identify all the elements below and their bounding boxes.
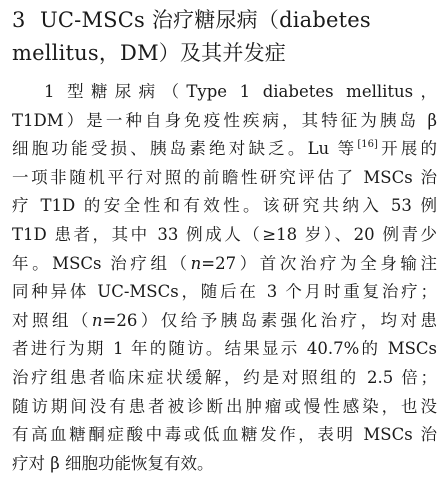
- text-line: 有高血糖酮症酸中毒或低血糖发作，表明 MSCs 治: [12, 425, 437, 445]
- heading-line-1: [12, 4, 437, 37]
- variable-n: n: [190, 253, 202, 273]
- section-heading: [12, 4, 437, 70]
- text-segment: 细胞功能受损、胰岛素绝对缺乏。Lu 等: [12, 139, 358, 159]
- text-line: [12, 135, 437, 164]
- text-line: 同种异体 UC-MSCs，随后在 3 个月时重复治疗；: [12, 282, 437, 302]
- text-line: 治疗组患者临床症状缓解，约是对照组的 2.5 倍；: [12, 367, 437, 387]
- heading-line-2: mellitus，DM）及其并发症: [12, 41, 286, 65]
- section-number: 3: [12, 8, 26, 32]
- text-segment: 年。MSCs 治疗组（: [12, 253, 191, 273]
- text-line: 疗对 β 细胞功能恢复有效。: [12, 453, 214, 473]
- text-line: 1 型糖尿病（Type 1 diabetes mellitus，: [44, 82, 437, 101]
- text-segment: =26）仅给予胰岛素强化治疗，均对患: [102, 310, 437, 330]
- text-line: T1DM）是一种自身免疫性疾病，其特征为胰岛 β: [12, 110, 437, 130]
- text-segment: 开展的: [377, 139, 437, 159]
- citation-reference[interactable]: [16]: [357, 139, 378, 151]
- text-line: T1D 患者，其中 33 例成人（≥18 岁）、20 例青少: [12, 224, 437, 244]
- text-segment: =27）首次治疗为全身输注: [201, 253, 437, 273]
- text-line: 疗 T1D 的安全性和有效性。该研究共纳入 53 例: [12, 196, 437, 216]
- text-line: 随访期间没有患者被诊断出肿瘤或慢性感染，也没: [12, 396, 437, 416]
- text-line: 一项非随机平行对照的前瞻性研究评估了 MSCs 治: [12, 167, 437, 187]
- body-paragraph: [12, 78, 437, 478]
- heading-text-1: UC-MSCs 治疗糖尿病（diabetes: [40, 8, 371, 32]
- variable-n: n: [91, 310, 103, 330]
- text-line: 者进行为期 1 年的随访。结果显示 40.7%的 MSCs: [12, 339, 437, 359]
- text-line: [12, 250, 437, 279]
- text-line: [12, 307, 437, 336]
- text-segment: 对照组（: [12, 310, 92, 330]
